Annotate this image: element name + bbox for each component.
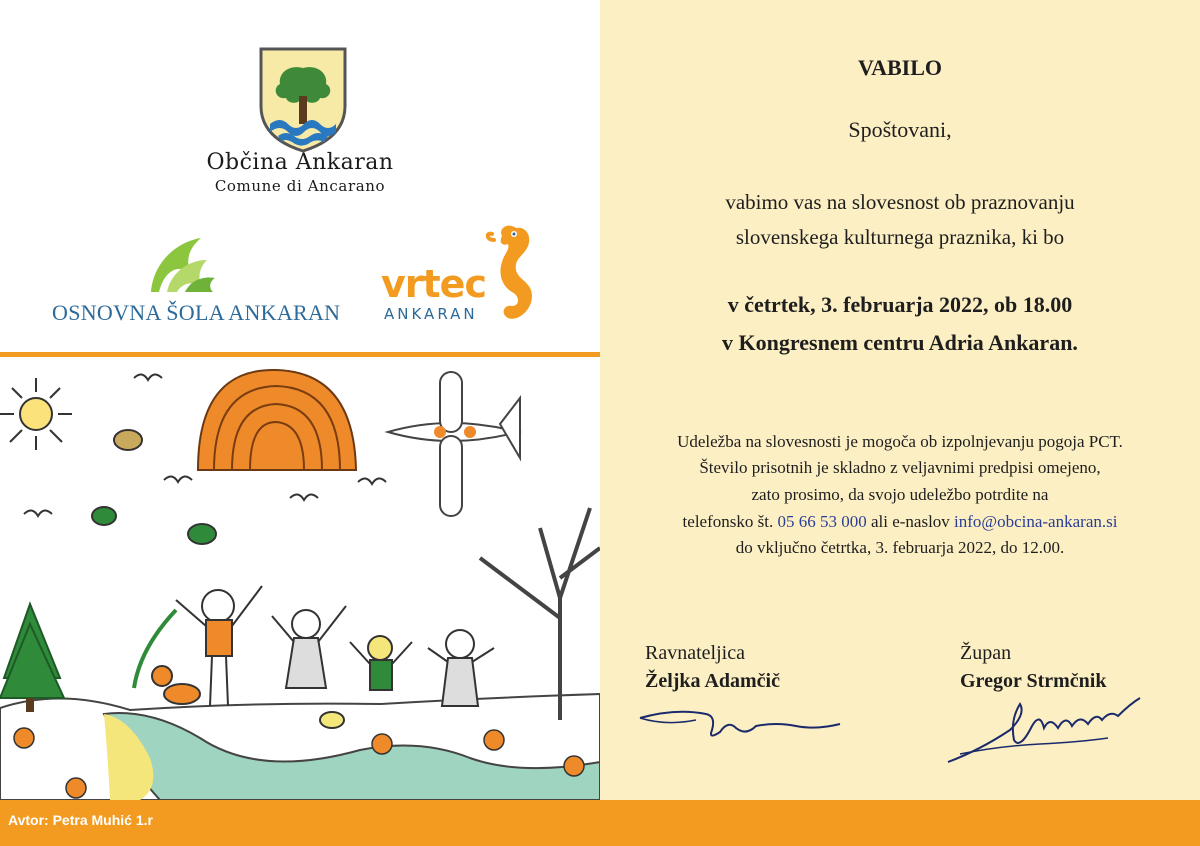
municipality-name: Občina Ankaran <box>206 150 394 175</box>
email-prefix: ali e-naslov <box>870 512 950 531</box>
kindergarten-name: vrtec <box>381 262 486 306</box>
phone-number[interactable]: 05 66 53 000 <box>777 512 867 531</box>
school-name: OSNOVNA ŠOLA ANKARAN <box>52 300 341 325</box>
invitation-title: VABILO <box>858 55 942 80</box>
signature-mayor <box>940 690 1150 770</box>
signatory-title-principal: Ravnateljica <box>645 642 745 664</box>
divider-rule <box>0 352 600 357</box>
event-venue: v Kongresnem centru Adria Ankaran. <box>722 330 1078 355</box>
greeting: Spoštovani, <box>848 117 952 142</box>
note-line-5: do vključno četrtka, 3. februarja 2022, do 12.00. <box>735 538 1065 557</box>
childrens-drawing-illustration <box>0 358 600 800</box>
signature-principal <box>636 700 846 750</box>
note-line-3: zato prosimo, da svojo udeležbo potrdite na <box>751 485 1049 504</box>
wave-logo-icon <box>145 234 225 294</box>
author-credit: Avtor: Petra Muhić 1.r <box>8 812 153 828</box>
seahorse-icon <box>484 222 544 327</box>
signatory-title-mayor: Župan <box>960 642 1012 664</box>
event-date: v četrtek, 3. februarja 2022, ob 18.00 <box>727 292 1073 317</box>
intro-line-1: vabimo vas na slovesnost ob praznovanju <box>725 190 1075 214</box>
coat-of-arms-tree-icon <box>258 46 348 154</box>
phone-prefix: telefonsko št. <box>682 512 774 531</box>
email-link[interactable]: info@obcina-ankaran.si <box>954 512 1118 531</box>
signatory-name-principal: Željka Adamčič <box>645 670 780 692</box>
footer-bar <box>0 800 1200 846</box>
kindergarten-place: ANKARAN <box>384 305 478 323</box>
intro-line-2: slovenskega kulturnega praznika, ki bo <box>735 225 1065 249</box>
note-line-1: Udeležba na slovesnosti je mogoča ob izpolnjevanju pogoja PCT. <box>677 432 1123 451</box>
municipality-name-italian: Comune di Ancarano <box>214 177 386 195</box>
note-line-2: Število prisotnih je skladno z veljavnimi predpisi omejeno, <box>699 458 1101 477</box>
signatory-name-mayor: Gregor Strmčnik <box>960 670 1107 692</box>
note-line-4 <box>600 512 1200 532</box>
left-panel <box>0 0 600 800</box>
